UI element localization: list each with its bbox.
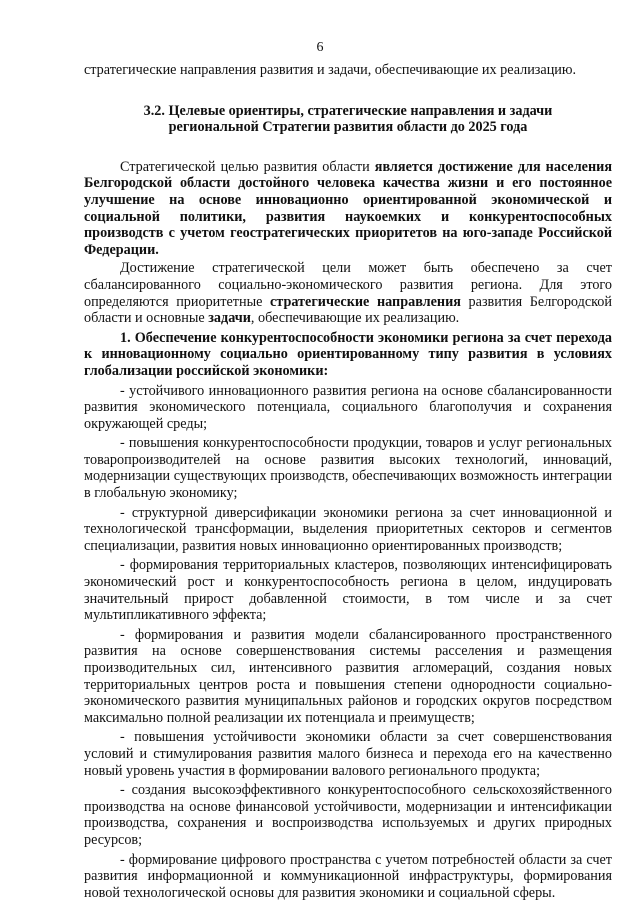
document-body <box>84 62 612 904</box>
section-heading <box>84 103 612 136</box>
list-item: - формирование цифрового пространства с учетом потребностей области за счет развития информационной и коммуникационной инфраструктуры, формирования новой технологической основы для развития экономики и социальной сферы. <box>84 851 612 901</box>
page-number: 6 <box>316 40 324 55</box>
direction-1-title-text: 1. Обеспечение конкурентоспособности экономики региона за счет перехода к инновационному социально ориентированному типу развития в условиях глобализации российской экономики: <box>84 329 612 379</box>
achievement-paragraph <box>84 260 612 326</box>
achievement-text-2: развития Белгородской области и основные <box>84 293 612 327</box>
section-heading-line1: 3.2. Целевые ориентиры, стратегические направления и задачи <box>143 102 553 119</box>
list-item: - создания высокоэффективного конкурентоспособного сельскохозяйственного производства на основе финансовой устойчивости, модернизации и интенсификации производства, сохранения и воспроизводства используемых и других природных ресурсов; <box>84 782 612 848</box>
achievement-text-3: , обеспечивающие их реализацию. <box>250 310 460 327</box>
list-item: - структурной диверсификации экономики региона за счет инновационной и технологической трансформации, выделения приоритетных секторов и сегментов специализации, развития новых инновационно ориентированных производств; <box>84 504 612 554</box>
lead-paragraph: стратегические направления развития и задачи, обеспечивающие их реализацию. <box>84 62 577 78</box>
list-item: - устойчивого инновационного развития региона на основе сбалансированности развития экономического потенциала, социального благополучия и сохранения окружающей среды; <box>84 382 612 432</box>
section-heading-line2: региональной Стратегии развития области до 2025 года <box>168 119 528 136</box>
achievement-bold-tasks: задачи <box>208 310 251 327</box>
goal-text-plain: Стратегической целью развития области <box>120 158 375 175</box>
list-item: - формирования и развития модели сбалансированного пространственного развития на основе совершенствования системы расселения и размещения производительных сил, интенсивного развития агломераций, создания новых территориальных центров роста и повышения степени однородности социально-экономического развития муниципальных районов и городских округов посредством максимально полной реализации их потенциала и преимуществ; <box>84 626 612 726</box>
direction-1-title <box>84 330 612 380</box>
achievement-text-1: Достижение стратегической цели может быть обеспечено за счет сбалансированного социально-экономического развития региона. Для этого определяются приоритетные <box>84 260 612 310</box>
list-item: - повышения устойчивости экономики области за счет совершенствования условий и стимулирования развития малого бизнеса и перехода его на качественно новый уровень участия в формировании валового регионального продукта; <box>84 729 612 779</box>
list-item: - повышения конкурентоспособности продукции, товаров и услуг региональных товаропроизводителей на основе развития высоких технологий, инноваций, модернизации существующих производств, обеспечивающих возможность интеграции в глобальную экономику; <box>84 435 612 502</box>
achievement-bold-directions: стратегические направления <box>270 293 461 310</box>
strategic-goal-paragraph <box>84 159 612 259</box>
goal-text-bold: является достижение для населения Белгородской области достойного человека качества жизни и его постоянное улучшение на основе инновационно ориентированной экономической и социальной политики, развития наукоемких и конкурентоспособных производств с учетом геостратегических приоритетов на юго-западе Российской Федерации. <box>84 158 612 258</box>
list-item: - формирования территориальных кластеров, позволяющих интенсифицировать экономический рост и конкурентоспособность региона в целом, индуцировать значительный прирост добавленной стоимости, в том числе и за счет мультипликативного эффекта; <box>84 557 612 624</box>
